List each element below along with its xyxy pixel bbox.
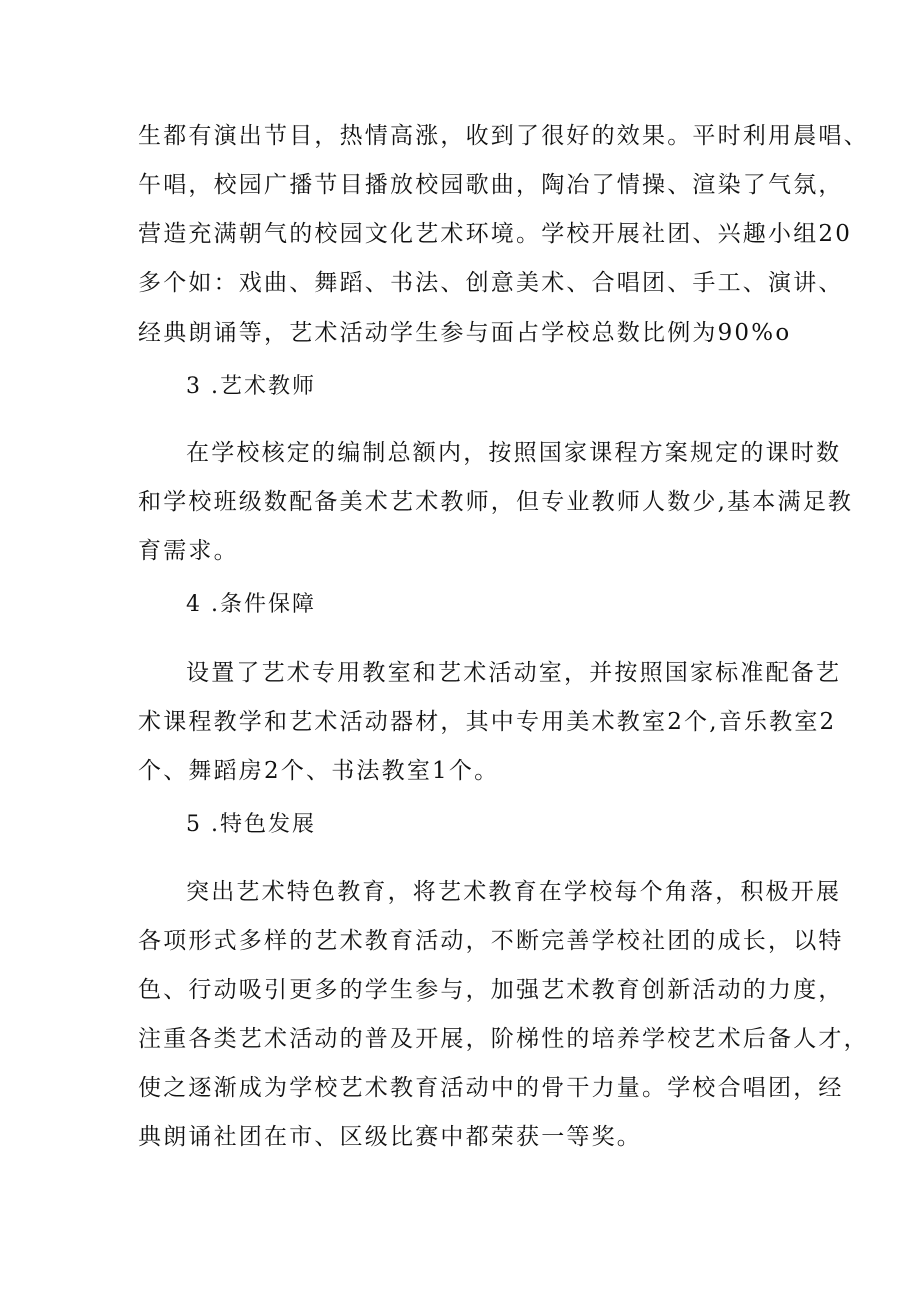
paragraph-line: 色、行动吸引更多的学生参与，加强艺术教育创新活动的力度， — [138, 977, 844, 1003]
paragraph-line: 营造充满朝气的校园文化艺术环境。学校开展社团、兴趣小组20 — [138, 221, 853, 247]
paragraph-line: 各项形式多样的艺术教育活动，不断完善学校社团的成长，以特 — [138, 928, 844, 954]
paragraph-line: 典朗诵社团在市、区级比赛中都荣获一等奖。 — [138, 1124, 642, 1150]
section-heading: 5 .特色发展 — [186, 812, 316, 837]
paragraph-line: 生都有演出节目，热情高涨，收到了很好的效果。平时利用晨唱、 — [138, 123, 869, 149]
paragraph-line: 在学校核定的编制总额内，按照国家课程方案规定的课时数 — [186, 440, 842, 466]
paragraph-line: 和学校班级数配备美术艺术教师，但专业教师人数少,基本满足教 — [138, 489, 854, 515]
section-heading: 4 .条件保障 — [186, 592, 316, 617]
paragraph-line: 突出艺术特色教育，将艺术教育在学校每个角落，积极开展 — [186, 879, 842, 905]
paragraph-line: 多个如：戏曲、舞蹈、书法、创意美术、合唱团、手工、演讲、 — [138, 270, 844, 296]
paragraph-line: 经典朗诵等，艺术活动学生参与面占学校总数比例为90%o — [138, 320, 792, 346]
paragraph-line: 设置了艺术专用教室和艺术活动室，并按照国家标准配备艺 — [186, 660, 842, 686]
section-heading: 3 .艺术教师 — [186, 374, 316, 399]
paragraph-line: 育需求。 — [138, 538, 239, 564]
paragraph-line: 注重各类艺术活动的普及开展，阶梯性的培养学校艺术后备人才， — [138, 1026, 869, 1052]
paragraph-line: 个、舞蹈房2个、书法教室1个。 — [138, 758, 500, 784]
paragraph-line: 使之逐渐成为学校艺术教育活动中的骨干力量。学校合唱团，经 — [138, 1075, 844, 1101]
paragraph-line: 术课程教学和艺术活动器材，其中专用美术教室2个,音乐教室2 — [138, 709, 837, 735]
paragraph-line: 午唱，校园广播节目播放校园歌曲，陶冶了情操、渲染了气氛， — [138, 172, 844, 198]
